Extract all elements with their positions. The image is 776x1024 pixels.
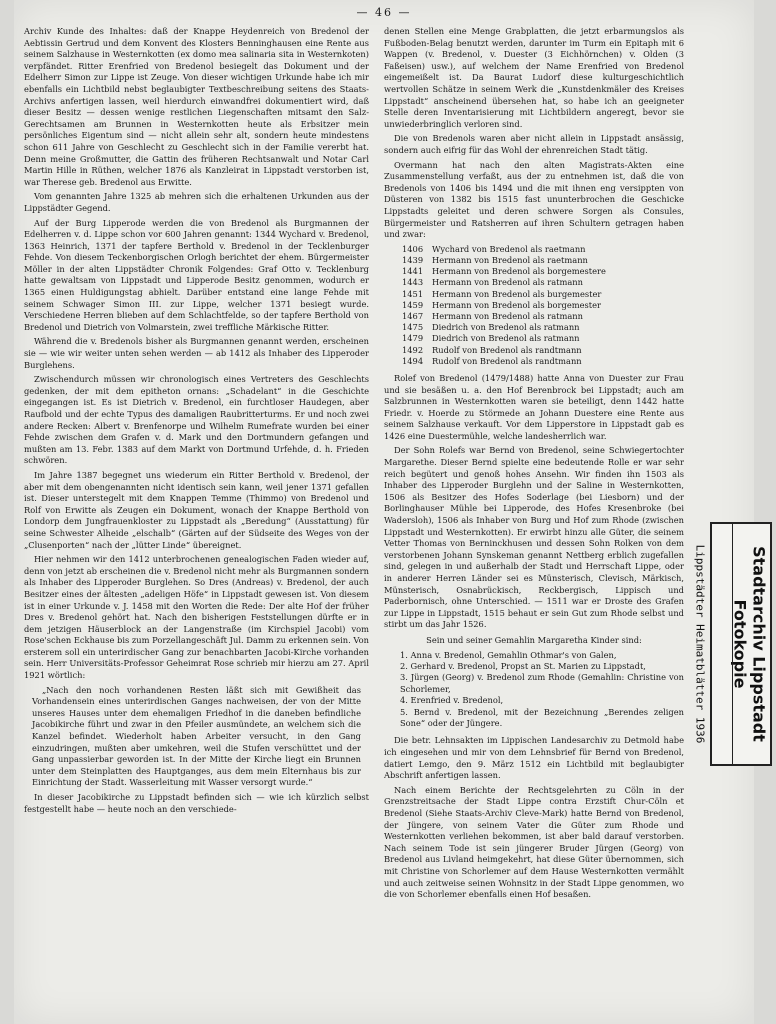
list-item: 2. Gerhard v. Bredenol, Propst an St. Marien zu Lippstadt,	[400, 660, 646, 671]
paragraph: Zwischendurch müssen wir chronologisch eines Vertreters des Geschlechts gedenken, der mit dem epitheton ornans: „Schadelant“ in die Geschichte eingegangen ist. Es ist Dietrich v. Bredenol, ein furchtloser Haudegen, aber Raufbold und der echte Typus des damaligen Raubritterturms. Er und noch zwei andere Recken: Albert v. Brenfenorpe und Wilhelm Rumefrate wurden bei einer Fehde zwischen dem Grafen v. d. Mark und den Dortmundern gefangen und mußten am 13. Febr. 1383 auf dem Markt von Dortmund Urfehde, d. h. Frieden schwören.	[24, 374, 369, 466]
left-column	[24, 26, 369, 818]
archive-stamp	[693, 522, 772, 766]
list-item: 3. Jürgen (Georg) v. Bredenol zum Rhode (Gemahlin: Christine von Schorlemer,	[400, 672, 684, 694]
list-item: 1494 Rudolf von Bredenol als randtmann	[402, 355, 582, 366]
list-item: 1406 Wychard von Bredenol als raetmann	[402, 243, 586, 254]
list-item: 1451 Hermann von Bredenol als burgemester	[402, 288, 602, 299]
office-holder-list	[402, 244, 684, 367]
paragraph: Der Sohn Rolefs war Bernd von Bredenol, seine Schwiegertochter Margarethe. Dieser Bernd spielte eine bedeutende Rolle er war sehr reich begütert und genoß hohes Ansehn. Wir finden ihn 1503 als Inhaber des Lipperoder Burglehn und der Saline in Westernkotten, 1506 als Besitzer des Hofes Soderlage (bei Liesborn) und der Borlinghauser Mühle bei Lipperode, des Hofes Kresenbroke (bei Wadersloh), 1506 als Inhaber von Burg und Hof zum Rhode (zwischen Lippstadt und Westernkotten). Er erwirbt hinzu alle Güter, die seinem Vetter Thomas von Berninckhusen und dessen Sohn Rolken von dem verstorbenen Johann Synskeman genannt Nettberg erblich zugefallen sind, gelegen in und außerhalb der Stadt und Herrschaft Lippe, oder in anderer Herren Länder sei es Münsterisch, Clevisch, Märkisch, Münsterisch, Osnabrückisch, Reckbergisch, Lippisch und Paderbornisch, ohne Unterschied. — 1511 war er Droste des Grafen zur Lippe in Lippstadt, 1515 behaut er sein Gut zum Rhode selbst und stirbt um das Jahr 1526.	[384, 445, 684, 630]
paragraph: Rolef von Bredenol (1479/1488) hatte Anna von Duester zur Frau und sie besäßen u. a. den Hof Berenbrock bei Lippstadt; auch am Salzbrunnen in Westernkotten waren sie beteiligt, denn 1442 hatte Friedr. v. Hoerde zu Störmede an Johann Duestere eine Rente aus seinem Salzhause verkauft. Vor dem Lipperstore in Lippstadt gab es 1426 eine Duestermühle, welche landesherrlich war.	[384, 372, 684, 441]
paragraph: Nach einem Berichte der Rechtsgelehrten zu Cöln in der Grenzstreitsache der Stadt Lippe contra Erzstift Chur-Cöln et Bredenol (Siehe Staats-Archiv Cleve-Mark) hatte Bernd von Bredenol, der Jüngere, von seinem Vater die Güter zum Rhode und Westernkotten verliehen bekommen, ist aber bald darauf verstorben. Nach seinem Tode ist sein jüngerer Bruder Jürgen (Georg) von Bredenol aus Livland heimgekehrt, hat diese Güter übernommen, sich mit Christine von Schorlemer auf dem Hause Westernkotten vermählt und auch zeitweise seinen Wohnsitz in der Stadt Lippe genommen, wo die von Schorlemer ebenfalls einen Hof besaßen.	[384, 784, 684, 900]
paragraph: Während die v. Bredenols bisher als Burgmannen genannt werden, erscheinen sie — wie wir weiter unten sehen werden — ab 1412 als Inhaber des Lipperoder Burglehens.	[24, 336, 369, 370]
paragraph: Auf der Burg Lipperode werden die von Bredenol als Burgmannen der Edelherren v. d. Lippe schon vor 600 Jahren genannt: 1344 Wychard v. Bredenol, 1363 Heinrich, 1371 der tapfere Berthold v. Bredenol in der Tecklenburger Fehde. Von diesem Teckenborgischen Orlogh berichtet der ehem. Bürgermeister Möller in der alten Lippstädter Chronik Folgendes: Graf Otto v. Tecklenburg hatte gewaltsam von Lippstadt und Lipperode Besitz genommen, wodurch er 1365 einen Huldigungstag abhielt. Darüber entstand eine lange Fehde mit seinem Schwager Simon III. zur Lippe, welcher 1371 besiegt wurde. Verschiedene Herren blieben auf dem Schlachtfelde, so der tapfere Berthold von Bredenol und Dietrich von Volmarstein, zwei treffliche Märkische Ritter.	[24, 217, 369, 332]
list-item: 1492 Rudolf von Bredenol als randtmann	[402, 344, 582, 355]
paragraph: Archiv Kunde des Inhaltes: daß der Knappe Heydenreich von Bredenol der Aebtissin Gertrud und dem Konvent des Klosters Benninghausen eine Rente aus seinem Salzhause in Westernkotten (ex domo mea salinaria sita in Westernkoten) verpfändet. Ritter Erenfried von Bredenol besiegelt das Dokument und der Edelherr Simon zur Lippe ist Zeuge. Von dieser wichtigen Urkunde habe ich mir ebenfalls ein Lichtbild nebst beglaubigter Textbeschreibung seitens des Staats-Archivs anfertigen lassen, weil hierdurch einwandfrei dokumentiert wird, daß dieser Besitz — dessen wenige restlichen Liegenschaften mitsamt den Salz-Gerechtsamen am Brunnen in Westernkotten heute als Erbsitzer mein persönliches Eigentum sind — nicht allein sehr alt, sondern heute mindestens schon 611 Jahre von Geschlecht zu Geschlecht sich in der Familie vererbt hat. Denn meine Großmutter, die Gattin des früheren Rechtsanwalt und Notar Carl Martin Hille in Rüthen, welcher 1876 als Kanzleirat in Lippstadt verstorben ist, war Therese geb. Bredenol aus Erwitte.	[24, 26, 369, 187]
quote-block: „Nach den noch vorhandenen Resten läßt sich mit Gewißheit das Vorhandensein eines unterirdischen Ganges nachweisen, der von der Mitte unseres Hauses unter dem ehemaligen Friedhof in die daneben befindliche Jacobikirche führt und zwar in den Pfeiler ausmündete, an welchem sich die Kanzel befindet. Wiederholt haben Arbeiter versucht, in den Gang einzudringen, mußten aber umkehren, weil die Stufen verschüttet und der Gang unpassierbar geworden ist. In der Mitte der Kirche liegt ein Brunnen unter dem Steinplatten des Hauptganges, aus dem mein Elternhaus bis zur Einrichtung der Stadt. Wasserleitung mit Wasser versorgt wurde.“	[32, 684, 361, 788]
paragraph: Overmann hat nach den alten Magistrats-Akten eine Zusammenstellung verfaßt, aus der zu entnehmen ist, daß die von Bredenols von 1406 bis 1494 und die mit ihnen eng versippten von Düsteren von 1382 bis 1515 fast ununterbrochen die Geschicke Lippstadts geleitet und deren schwere Sorgen als Consules, Bürgermeister und Ratsherren auf ihren Schultern getragen haben und zwar:	[384, 159, 684, 240]
children-heading: Sein und seiner Gemahlin Margaretha Kinder sind:	[426, 634, 642, 645]
stamp-handwritten-source: Lippstädter Heimatblätter 1936	[693, 544, 707, 744]
list-item: 1467 Hermann von Bredenol als ratmann	[402, 310, 583, 321]
list-item: 4. Erenfried v. Bredenol,	[400, 695, 504, 706]
paragraph: Im Jahre 1387 begegnet uns wiederum ein Ritter Berthold v. Bredenol, der aber mit dem obengenannten nicht identisch sein kann, weil jener 1371 gefallen ist. Dieser unterstegelt mit dem Knappen Temme (Thimmo) von Bredenol und Rolf von Erwitte als Zeugen ein Dokument, wonach der Knappe Berthold von Londorp dem Jungfrauenkloster zu Lippstadt als „Beredung“ (Ausstattung) für seine Schwester Alheide „elschalb“ (Gärten auf der Südseite des Weges von der „Clusenporten“ nach der „lütter Linde“ übereignet.	[24, 469, 369, 550]
stamp-archive-name: Stadtarchiv Lippstadt	[749, 546, 769, 742]
paragraph: Hier nehmen wir den 1412 unterbrochenen genealogischen Faden wieder auf, denn von jetzt ab erscheinen die v. Bredenol nicht mehr als Burgmannen sondern als Inhaber des Lipperoder Burglehen. So Dres (Andreas) v. Bredenol, der auch Besitzer eines der ältesten „adeligen Höfe“ in Lippstadt gewesen ist. Von diesem ist in einer Urkunde v. J. 1458 mit den Worten die Rede: Der alte Hof der früher Dres v. Bredenol gehört hat. Nach den bisherigen Feststellungen dürfte er in dem jetzigen Häuserblock an der Langenstraße (im Kirchspiel Jacobi) vom Rose'schen Eckhause bis zum Porzellangeschäft Jul. Damm zu erkennen sein. Von ersterem soll ein unterirdischer Gang zur benachbarten Jacobi-Kirche vorhanden sein. Herr Universitäts-Professor Geheimrat Rose schrieb mir hierzu am 27. April 1921 wörtlich:	[24, 554, 369, 681]
paragraph: denen Stellen eine Menge Grabplatten, die jetzt erbarmungslos als Fußboden-Belag benutzt werden, darunter im Turm ein Epitaph mit 6 Wappen (v. Bredenol, v. Duester (3 Eichhörnchen) v. Olden (3 Faßeisen) usw.), auf welchem der Name Erenfried von Bredenol eingemeißelt ist. Da Baurat Ludorf diese kulturgeschichtlich wertvollen Schätze in seinem Werk die „Kunstdenkmäler des Kreises Lippstadt“ anscheinend übersehen hat, so habe ich an geeigneter Stelle deren Inventarisierung mit Lichtbildern angeregt, bevor sie unwiederbringlich verloren sind.	[384, 26, 684, 129]
list-item: 1441 Hermann von Bredenol als borgemestere	[402, 266, 606, 277]
list-item: 1. Anna v. Bredenol, Gemahlin Othmar's von Galen,	[400, 649, 617, 660]
paragraph: In dieser Jacobikirche zu Lippstadt befinden sich — wie ich kürzlich selbst festgestellt habe — heute noch an den verschiede-	[24, 792, 369, 814]
list-item: 1439 Hermann von Bredenol als raetmann	[402, 254, 588, 265]
page-number: — 46 —	[356, 6, 412, 19]
list-item: 1479 Diedrich von Bredenol als ratmann	[402, 333, 580, 344]
paragraph: Die von Bredenols waren aber nicht allein in Lippstadt ansässig, sondern auch eifrig für das Wohl der ehrenreichen Stadt tätig.	[384, 133, 684, 155]
children-list	[400, 650, 684, 730]
list-item: 5. Bernd v. Bredenol, mit der Bezeichnung „Berendes zeligen Sone“ oder der Jüngere.	[400, 706, 684, 729]
stamp-photocopy-label: Fotokopie	[730, 599, 750, 689]
right-column	[384, 26, 684, 904]
document-page	[14, 0, 754, 1024]
paragraph: Die betr. Lehnsakten im Lippischen Landesarchiv zu Detmold habe ich eingesehen und mir von dem Lehnsbrief für Bernd von Bredenol, datiert Lemgo, den 9. März 1512 ein Lichtbild mit beglaubigter Abschrift anfertigen lassen.	[384, 735, 684, 781]
list-item: 1459 Hermann von Bredenol als borgemester	[402, 299, 601, 310]
list-item: 1443 Hermann von Bredenol als ratmann	[402, 277, 583, 288]
list-item: 1475 Diedrich von Bredenol als ratmann	[402, 322, 580, 333]
paragraph: Vom genannten Jahre 1325 ab mehren sich die erhaltenen Urkunden aus der Lippstädter Gegend.	[24, 191, 369, 213]
